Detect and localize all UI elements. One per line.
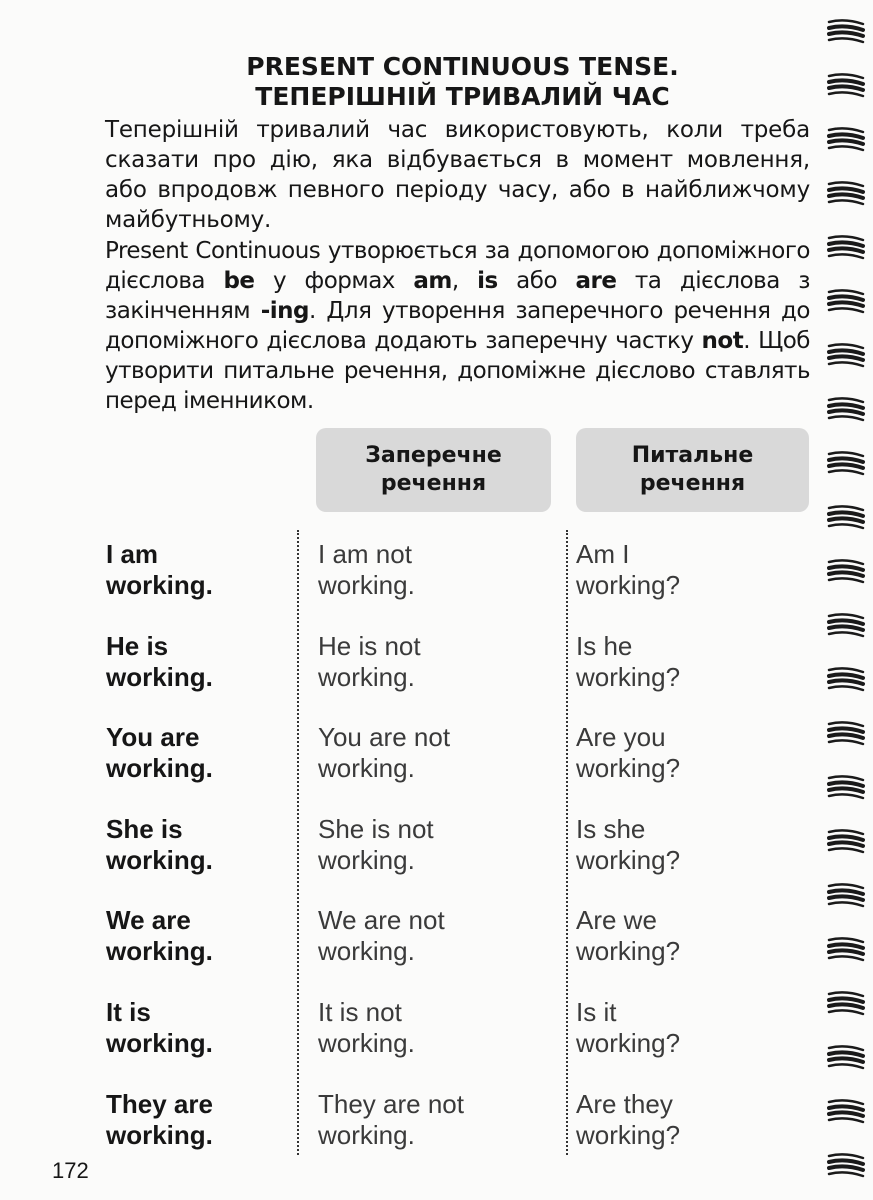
spiral-coil — [829, 242, 863, 246]
bold-ing: -ing — [260, 298, 310, 324]
bold-am: am — [413, 268, 452, 294]
bold-is: is — [477, 268, 498, 294]
cell-affirmative: It is working. — [106, 997, 213, 1058]
spiral-coil — [829, 26, 863, 30]
spiral-coil — [829, 1172, 863, 1176]
cell-negative: They are not working. — [318, 1089, 464, 1150]
spiral-coil — [829, 302, 863, 306]
spiral-coil — [829, 248, 863, 252]
header-negative-label: Заперечне речення — [365, 443, 502, 496]
formation-paragraph — [105, 236, 810, 416]
cell-negative: She is not working. — [318, 814, 434, 875]
header-question-label: Питальне речення — [631, 443, 754, 496]
spiral-coil — [829, 404, 863, 408]
spiral-coil — [829, 1154, 863, 1158]
text-run: , — [451, 268, 478, 294]
spiral-coil — [829, 254, 863, 258]
spiral-coil — [829, 290, 863, 294]
spiral-coil — [829, 350, 863, 354]
spiral-coil — [829, 146, 863, 150]
page-number: 172 — [52, 1158, 89, 1183]
spiral-coil — [829, 512, 863, 516]
spiral-coil — [829, 632, 863, 636]
spiral-coil — [829, 614, 863, 618]
spiral-coil — [829, 410, 863, 414]
spiral-coil — [829, 20, 863, 24]
spiral-coil — [829, 416, 863, 420]
spiral-coil — [829, 734, 863, 738]
spiral-coil — [829, 1058, 863, 1062]
spiral-coil — [829, 38, 863, 42]
spiral-coil — [829, 788, 863, 792]
spiral-coil — [829, 200, 863, 204]
cell-affirmative: We are working. — [106, 905, 213, 966]
spiral-coil — [829, 1112, 863, 1116]
cell-affirmative: She is working. — [106, 814, 213, 875]
text-run: . Для утворення заперечного речення до допоміжного дієслова додають заперечну частку — [105, 298, 810, 354]
cell-question: Are you working? — [576, 722, 681, 783]
spiral-coil — [829, 470, 863, 474]
spiral-coil — [829, 74, 863, 78]
spiral-coil — [829, 578, 863, 582]
column-divider — [297, 530, 299, 1155]
spiral-coil — [829, 620, 863, 624]
spiral-coil — [829, 1166, 863, 1170]
spiral-coil — [829, 134, 863, 138]
spiral-coil — [829, 782, 863, 786]
spiral-coil — [829, 956, 863, 960]
spiral-coil — [829, 308, 863, 312]
spiral-coil — [829, 950, 863, 954]
spiral-coil — [829, 398, 863, 402]
cell-negative: I am not working. — [318, 539, 415, 600]
text-run: та дієслова з закінченням — [105, 268, 811, 324]
bold-are: are — [575, 268, 617, 294]
spiral-coil — [829, 1064, 863, 1068]
spiral-coil — [829, 524, 863, 528]
spiral-coil — [829, 1118, 863, 1122]
spiral-coil — [829, 464, 863, 468]
spiral-coil — [829, 680, 863, 684]
spiral-coil — [829, 128, 863, 132]
spiral-coil — [829, 686, 863, 690]
spiral-coil — [829, 830, 863, 834]
spiral-coil — [829, 1004, 863, 1008]
spiral-coil — [829, 992, 863, 996]
cell-question: Is it working? — [576, 997, 681, 1058]
spiral-coil — [829, 182, 863, 186]
spiral-coil — [829, 572, 863, 576]
spiral-coil — [829, 740, 863, 744]
spiral-binding-icon — [823, 0, 873, 1200]
spiral-coil — [829, 776, 863, 780]
cell-affirmative: They are working. — [106, 1089, 213, 1150]
spiral-coil — [829, 674, 863, 678]
spiral-coil — [829, 1100, 863, 1104]
cell-negative: He is not working. — [318, 631, 421, 692]
spiral-coil — [829, 140, 863, 144]
spiral-coil — [829, 236, 863, 240]
bold-not: not — [701, 328, 744, 354]
spiral-coil — [829, 728, 863, 732]
spiral-coil — [829, 848, 863, 852]
cell-question: Are they working? — [576, 1089, 681, 1150]
spiral-coil — [829, 296, 863, 300]
text-run: у формах — [254, 268, 414, 294]
spiral-coil — [829, 92, 863, 96]
header-question — [576, 428, 809, 512]
spiral-coil — [829, 884, 863, 888]
spiral-coil — [829, 518, 863, 522]
spiral-coil — [829, 836, 863, 840]
spiral-coil — [829, 998, 863, 1002]
spiral-coil — [829, 1010, 863, 1014]
text-run: або — [497, 268, 576, 294]
cell-question: Is she working? — [576, 814, 681, 875]
spiral-coil — [829, 1046, 863, 1050]
spiral-coil — [829, 86, 863, 90]
title-line-2: ТЕПЕРІШНІЙ ТРИВАЛИЙ ЧАС — [255, 82, 670, 111]
spiral-coil — [829, 566, 863, 570]
spiral-coil — [829, 890, 863, 894]
spiral-coil — [829, 560, 863, 564]
text-run: . Щоб утворити питальне речення, допоміжне дієслово ставлять перед іменником. — [105, 328, 810, 414]
spiral-coil — [829, 896, 863, 900]
spiral-coil — [829, 842, 863, 846]
spiral-coil — [829, 506, 863, 510]
spiral-coil — [829, 722, 863, 726]
spiral-coil — [829, 626, 863, 630]
spiral-coil — [829, 1160, 863, 1164]
spiral-coil — [829, 344, 863, 348]
header-negative — [316, 428, 551, 512]
spiral-coil — [829, 32, 863, 36]
bold-be: be — [223, 268, 255, 294]
cell-affirmative: He is working. — [106, 631, 213, 692]
spiral-coil — [829, 902, 863, 906]
page-title — [110, 52, 815, 112]
spiral-coil — [829, 80, 863, 84]
column-divider — [566, 530, 568, 1155]
cell-negative: We are not working. — [318, 905, 445, 966]
cell-affirmative: You are working. — [106, 722, 213, 783]
cell-affirmative: I am working. — [106, 539, 213, 600]
spiral-coil — [829, 944, 863, 948]
spiral-coil — [829, 188, 863, 192]
spiral-coil — [829, 1052, 863, 1056]
cell-question: Is he working? — [576, 631, 681, 692]
spiral-coil — [829, 452, 863, 456]
cell-question: Are we working? — [576, 905, 681, 966]
cell-question: Am I working? — [576, 539, 681, 600]
title-line-1: PRESENT CONTINUOUS TENSE. — [246, 52, 679, 81]
text-run: Present Continuous утворюється за допомогою допоміжного дієслова — [105, 238, 810, 294]
cell-negative: You are not working. — [318, 722, 451, 783]
spiral-coil — [829, 194, 863, 198]
spiral-coil — [829, 794, 863, 798]
cell-negative: It is not working. — [318, 997, 415, 1058]
spiral-coil — [829, 668, 863, 672]
spiral-coil — [829, 362, 863, 366]
intro-paragraph: Теперішній тривалий час використовують, коли треба сказати про дію, яка відбувається в момент мовлення, або впродовж певного періоду часу, або в найближчому майбутньому. — [105, 117, 810, 233]
spiral-coil — [829, 458, 863, 462]
spiral-coil — [829, 356, 863, 360]
spiral-coil — [829, 938, 863, 942]
spiral-coil — [829, 1106, 863, 1110]
